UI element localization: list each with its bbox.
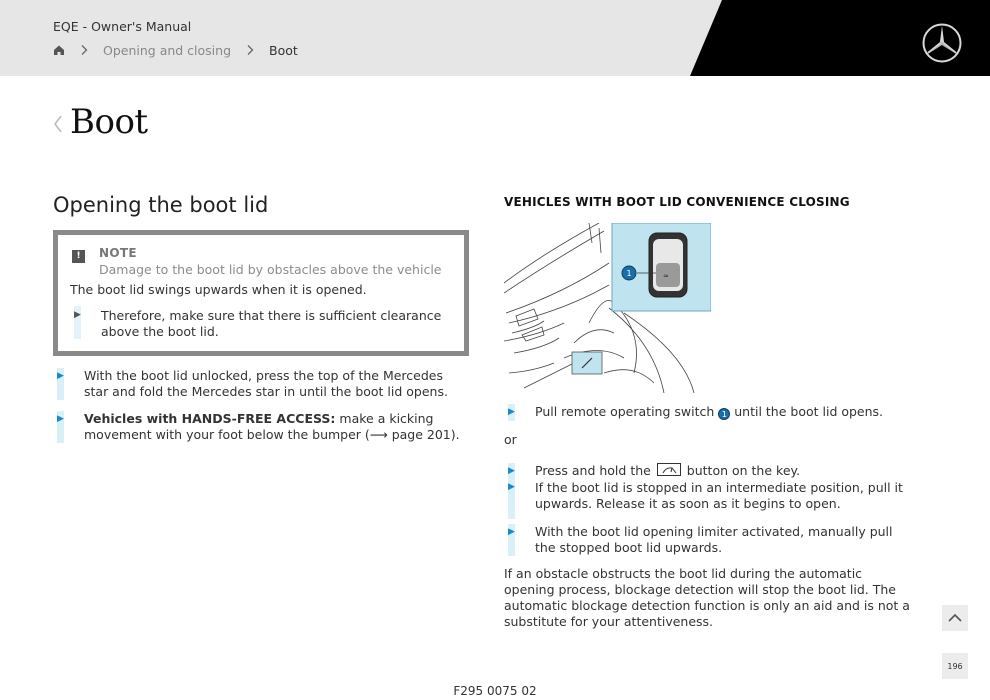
- driver-door-illustration: [504, 223, 711, 393]
- blockage-detection-paragraph: If an obstacle obstructs the boot lid during the automatic opening process, blockage detection will stop the boot lid. The automatic blockage detection function is only an aid and is not a substitute for your attentiveness.: [504, 566, 910, 629]
- figure-reference: F295 0075 02: [453, 684, 537, 698]
- step-text: make a kicking movement with your foot below the bumper (⟶ page 201).: [84, 411, 460, 442]
- breadcrumb-boot: Boot: [269, 42, 298, 58]
- boot-lid-key-icon: [657, 463, 681, 476]
- scroll-to-top-button[interactable]: [942, 605, 968, 631]
- chevron-right-icon: [245, 42, 255, 58]
- right-step-3: If the boot lid is stopped in an intermediate position, pull it upwards. Release it as soon as it begins to open.: [535, 480, 903, 511]
- right-step-1: [535, 404, 915, 420]
- note-box: [53, 230, 469, 356]
- svg-text:≈: ≈: [663, 272, 669, 280]
- chevron-right-icon: [79, 42, 89, 58]
- step-arrow-icon: ▶: [57, 371, 64, 381]
- page-header: [0, 0, 990, 76]
- chevron-up-icon: [947, 613, 963, 623]
- note-subtitle: Damage to the boot lid by obstacles above the vehicle: [99, 262, 442, 277]
- warning-icon: !: [72, 250, 85, 263]
- or-separator: or: [504, 432, 517, 447]
- left-step-1: With the boot lid unlocked, press the top of the Mercedes star and fold the Mercedes star in until the boot lid opens.: [84, 368, 448, 399]
- right-step-4: With the boot lid opening limiter activated, manually pull the stopped boot lid upwards.: [535, 524, 893, 555]
- step-arrow-icon: ▶: [508, 482, 515, 492]
- page-number-badge[interactable]: 196: [942, 653, 968, 679]
- breadcrumb-opening-closing[interactable]: Opening and closing: [103, 42, 232, 58]
- step-arrow-icon: ▶: [508, 466, 515, 476]
- home-icon[interactable]: [53, 44, 65, 56]
- step-text: button on the key.: [682, 463, 801, 478]
- breadcrumb: [53, 42, 298, 58]
- step-text: Press and hold the: [535, 463, 655, 478]
- step-arrow-icon: ▶: [57, 414, 64, 424]
- convenience-closing-heading: VEHICLES WITH BOOT LID CONVENIENCE CLOSING: [504, 195, 850, 209]
- step-text: Pull remote operating switch: [535, 404, 719, 419]
- manual-title: EQE - Owner's Manual: [53, 19, 192, 34]
- note-label: NOTE: [99, 246, 137, 260]
- mercedes-star-logo[interactable]: [921, 22, 963, 64]
- step-text: until the boot lid opens.: [730, 404, 884, 419]
- page-title: Boot: [70, 102, 148, 142]
- step-arrow-icon: ▶: [508, 407, 515, 417]
- step-bold-label: Vehicles with HANDS-FREE ACCESS:: [84, 411, 336, 426]
- callout-number: 1: [626, 269, 632, 278]
- switch-number-badge: 1: [718, 408, 730, 420]
- step-arrow-icon: ▶: [508, 527, 515, 537]
- back-chevron-icon[interactable]: [52, 113, 64, 135]
- left-step-2: [84, 411, 464, 443]
- section-title: Opening the boot lid: [53, 193, 269, 217]
- step-arrow-icon: ▶: [74, 310, 81, 320]
- note-text: The boot lid swings upwards when it is opened.: [70, 282, 367, 297]
- note-step-text: Therefore, make sure that there is sufficient clearance above the boot lid.: [101, 308, 442, 339]
- right-step-2: [535, 463, 915, 479]
